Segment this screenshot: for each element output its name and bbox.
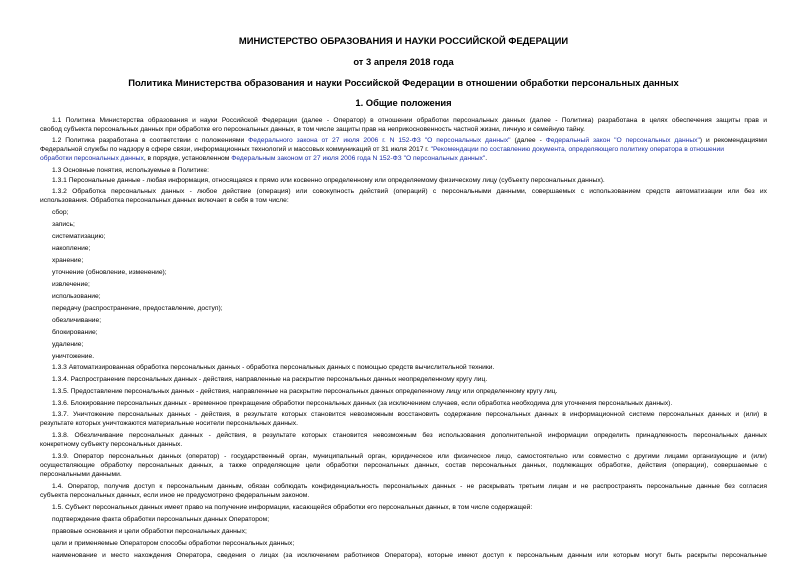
paragraph-1-2-text-d: Федеральной службы по надзору в сфере связи, информационных технологий и массовых коммуникаций от 31 июля 2017 г.	[40, 146, 431, 153]
paragraph-1-1-line-1: 1.1 Политика Министерства образования и науки Российской Федерации (далее - Оператор) в отношении обработки персональных данных (далее - Политика) разработана в целях обеспечения защиты прав и	[52, 117, 767, 124]
paragraph-1-3-8-line-1: 1.3.8. Обезличивание персональных данных - действия, в результате которых становится невозможным без использования дополнительной информации определить принадлежность персональных данных	[52, 432, 767, 439]
list-item: цели и применяемые Оператором способы обработки персональных данных;	[52, 540, 295, 547]
paragraph-1-2-line-2	[40, 145, 767, 154]
list-item: сбор;	[52, 209, 69, 216]
paragraph-1-3-1: 1.3.1 Персональные данные - любая информация, относящаяся к прямо или косвенно определенному или определяемому физическому лицу (субъекту персональных данных).	[52, 177, 605, 184]
list-item: подтверждение факта обработки персональных данных Оператором;	[52, 516, 270, 523]
list-item: уничтожение.	[52, 353, 95, 360]
list-item: передачу (распространение, предоставление, доступ);	[52, 305, 223, 312]
paragraph-1-3-4: 1.3.4. Распространение персональных данных - действия, направленные на раскрытие персональных данных неопределенному кругу лиц.	[52, 376, 488, 383]
list-item: удаление;	[52, 341, 84, 348]
section-title: 1. Общие положения	[355, 97, 452, 108]
list-item: наименование и место нахождения Оператора, сведения о лицах (за исключением работников Оператора), которые имеют доступ к персональным данным или которым могут быть раскрыты персональные	[52, 552, 767, 559]
paragraph-1-1-line-2: свобод субъекта персональных данных при обработке его персональных данных, в том числе защиты прав на неприкосновенность частной жизни, личную и семейную тайну.	[40, 126, 585, 133]
list-item: правовые основания и цели обработки персональных данных;	[52, 528, 247, 535]
list-item: накопление;	[52, 245, 91, 252]
list-item: блокирование;	[52, 329, 98, 336]
paragraph-1-3-9-line-1: 1.3.9. Оператор персональных данных (оператор) - государственный орган, муниципальный орган, юридическое или физическое лицо, самостоятельно или совместно с другими лицами организующие и (или)	[52, 453, 767, 460]
list-item: обезличивание;	[52, 317, 102, 324]
paragraph-1-3: 1.3 Основные понятия, используемые в Политике:	[52, 167, 209, 174]
document-title: Политика Министерства образования и науки Российской Федерации в отношении обработки персональных данных	[128, 77, 679, 88]
list-item: запись;	[52, 221, 75, 228]
document-date: от 3 апреля 2018 года	[353, 56, 454, 67]
paragraph-1-3-7-line-2: результате которых уничтожаются материальные носители персональных данных.	[40, 420, 298, 427]
paragraph-1-3-9-line-3: персональными данными.	[40, 471, 122, 478]
link-federal-law-personal-data[interactable]: Федеральный закон "О персональных данных"	[545, 137, 700, 144]
paragraph-1-3-2-line-2: использования. Обработка персональных данных включает в себя в том числе:	[40, 197, 289, 204]
paragraph-1-2-line-3	[40, 154, 767, 163]
paragraph-1-2-text-b: (далее -	[510, 137, 546, 144]
ministry-heading: МИНИСТЕРСТВО ОБРАЗОВАНИЯ И НАУКИ РОССИЙСКОЙ ФЕДЕРАЦИИ	[238, 35, 569, 46]
paragraph-1-2-text-e: , в порядке, установленном	[143, 155, 232, 162]
link-federal-law-152-2006[interactable]: Федеральным законом от 27 июля 2006 года N 152-ФЗ "О персональных данных"	[231, 155, 486, 162]
paragraph-1-3-8-line-2: конкретному субъекту персональных данных.	[40, 441, 183, 448]
link-recommendations-continued[interactable]: обработки персональных данных	[40, 155, 144, 162]
paragraph-1-2-text-a: 1.2 Политика разработана в соответствии с положениями	[52, 137, 249, 144]
paragraph-1-4-line-1: 1.4. Оператор, получив доступ к персональным данным, обязан соблюдать конфиденциальность персональных данных - не раскрывать третьим лицам и не распространять персональные данные без согласия	[52, 483, 767, 490]
paragraph-1-3-6: 1.3.6. Блокирование персональных данных - временное прекращение обработки персональных данных (за исключением случаев, если обработка необходима для уточнения персональных данных).	[52, 400, 673, 407]
paragraph-1-2-text-f: .	[485, 155, 488, 162]
paragraph-1-3-9-line-2: осуществляющие обработку персональных данных, а также определяющие цели обработки персональных данных, состав персональных данных, подлежащих обработке, действия (операции), совершаемые с	[40, 462, 767, 469]
paragraph-1-2-text-c: ) и рекомендациями	[699, 137, 767, 144]
list-item: использование;	[52, 293, 101, 300]
list-item: систематизацию;	[52, 233, 106, 240]
paragraph-1-3-2-line-1: 1.3.2 Обработка персональных данных - любое действие (операция) или совокупность действий (операций) с персональными данными, совершаемых с использованием средств автоматизации или без их	[52, 188, 767, 195]
list-item: извлечение;	[52, 281, 90, 288]
link-federal-law-152[interactable]: Федерального закона от 27 июля 2006 г. N 152-ФЗ "О персональных данных"	[248, 137, 511, 144]
paragraph-1-3-5: 1.3.5. Предоставление персональных данных - действия, направленные на раскрытие персональных данных определенному лицу или определенному кругу лиц.	[52, 388, 558, 395]
list-item: хранение;	[52, 257, 84, 264]
paragraph-1-5: 1.5. Субъект персональных данных имеет право на получение информации, касающейся обработки его персональных данных, в том числе содержащей:	[52, 504, 533, 511]
list-item: уточнение (обновление, изменение);	[52, 269, 167, 276]
paragraph-1-3-3: 1.3.3 Автоматизированная обработка персональных данных - обработка персональных данных с помощью средств вычислительной техники.	[52, 364, 495, 371]
paragraph-1-4-line-2: субъекта персональных данных, если иное не предусмотрено федеральным законом.	[40, 492, 310, 499]
paragraph-1-2-line-1	[52, 136, 767, 145]
paragraph-1-3-7-line-1: 1.3.7. Уничтожение персональных данных - действия, в результате которых становится невозможным восстановить содержание персональных данных в информационной системе персональных данных и (или) в	[52, 411, 767, 418]
link-recommendations[interactable]: "Рекомендации по составлению документа, определяющего политику оператора в отношении	[430, 146, 724, 153]
